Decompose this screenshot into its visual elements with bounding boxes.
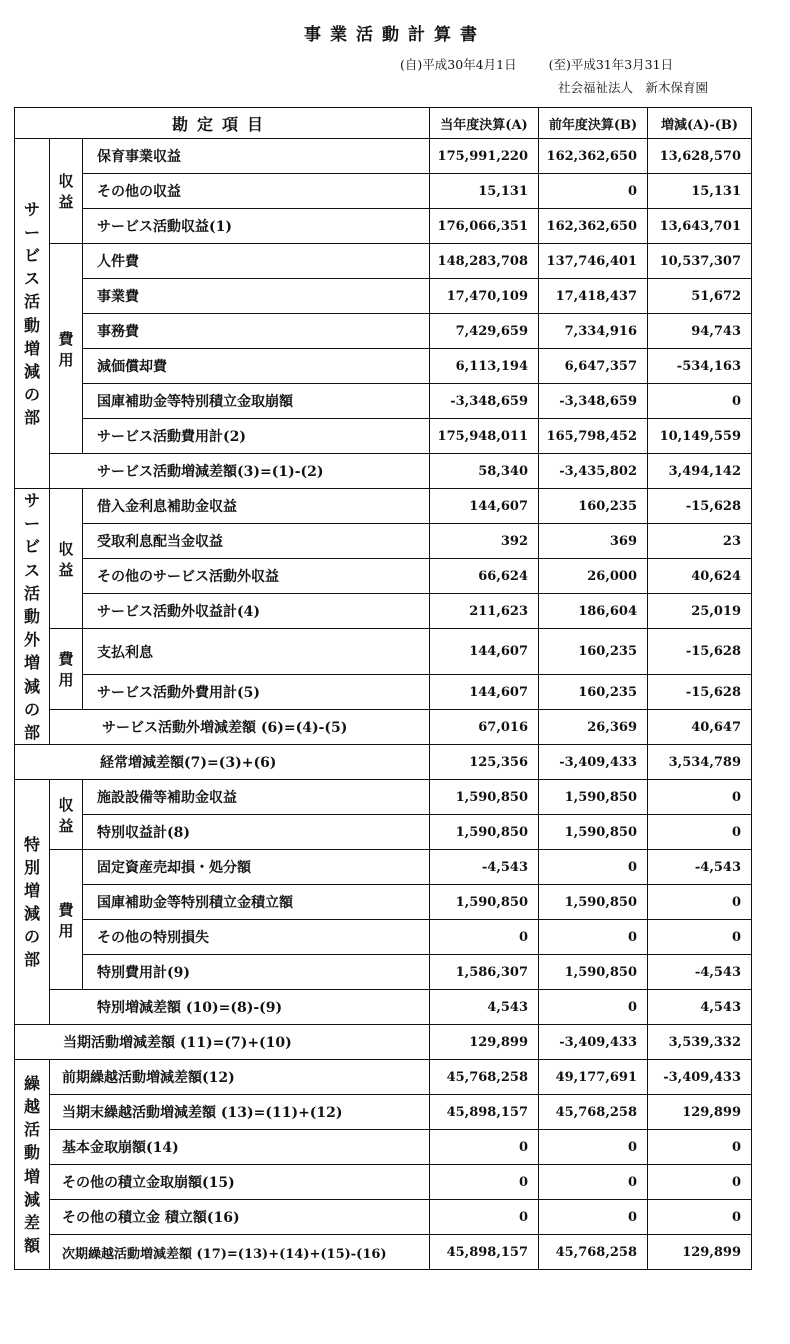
table-row: 当期末繰越活動増減差額 (13)=(11)+(12) 45,898,157 45,768,258 129,899 bbox=[15, 1095, 752, 1130]
table-row: 次期繰越活動増減差額 (17)=(13)+(14)+(15)-(16) 45,898,157 45,768,258 129,899 bbox=[15, 1235, 752, 1270]
table-row: 特別増減の部 収益 施設設備等補助金収益 1,590,850 1,590,850 0 bbox=[15, 780, 752, 815]
table-row: その他の積立金取崩額(15) 0 0 0 bbox=[15, 1165, 752, 1200]
table-row: 費用 固定資産売却損・処分額 -4,543 0 -4,543 bbox=[15, 850, 752, 885]
section-service: サービス活動増減の部 bbox=[15, 139, 50, 489]
table-row: サービス活動外増減の部 収益 借入金利息補助金収益 144,607 160,235 -15,628 bbox=[15, 489, 752, 524]
table-row: その他の収益 15,131 0 15,131 bbox=[15, 174, 752, 209]
header-previous: 前年度決算(B) bbox=[539, 108, 648, 139]
section-carry: 繰越活動増減差額 bbox=[15, 1060, 50, 1270]
table-row: サービス活動増減の部 収益 保育事業収益 175,991,220 162,362,650 13,628,570 bbox=[15, 139, 752, 174]
table-row: サービス活動外収益計(4) 211,623 186,604 25,019 bbox=[15, 594, 752, 629]
table-row: サービス活動増減差額(3)=(1)-(2) 58,340 -3,435,802 3,494,142 bbox=[15, 454, 752, 489]
header-row bbox=[15, 108, 752, 139]
section-non-service: サービス活動外増減の部 bbox=[15, 489, 50, 745]
table-row: 特別費用計(9) 1,586,307 1,590,850 -4,543 bbox=[15, 955, 752, 990]
period-from: (自)平成30年4月1日 bbox=[400, 57, 517, 72]
table-row: その他のサービス活動外収益 66,624 26,000 40,624 bbox=[15, 559, 752, 594]
table-row: サービス活動収益(1) 176,066,351 162,362,650 13,643,701 bbox=[15, 209, 752, 244]
table-row: サービス活動外費用計(5) 144,607 160,235 -15,628 bbox=[15, 675, 752, 710]
period-to: (至)平成31年3月31日 bbox=[548, 57, 674, 72]
table-row: 事務費 7,429,659 7,334,916 94,743 bbox=[15, 314, 752, 349]
document-title: 事業活動計算書 bbox=[304, 25, 486, 45]
table-row: 当期活動増減差額 (11)=(7)+(10) 129,899 -3,409,433 3,539,332 bbox=[15, 1025, 752, 1060]
header-account: 勘定項目 bbox=[15, 108, 430, 139]
table-row: 特別収益計(8) 1,590,850 1,590,850 0 bbox=[15, 815, 752, 850]
organization-name: 社会福祉法人 新木保育園 bbox=[558, 80, 709, 95]
table-row: 繰越活動増減差額 前期繰越活動増減差額(12) 45,768,258 49,177,691 -3,409,433 bbox=[15, 1060, 752, 1095]
table-row: 費用 人件費 148,283,708 137,746,401 10,537,307 bbox=[15, 244, 752, 279]
activity-statement-table bbox=[14, 107, 752, 1270]
table-row: 費用 支払利息 144,607 160,235 -15,628 bbox=[15, 629, 752, 675]
table-row: 特別増減差額 (10)=(8)-(9) 4,543 0 4,543 bbox=[15, 990, 752, 1025]
header-current: 当年度決算(A) bbox=[430, 108, 539, 139]
period bbox=[400, 55, 701, 73]
sub-income: 収益 bbox=[50, 139, 83, 244]
table-row: その他の特別損失 0 0 0 bbox=[15, 920, 752, 955]
table-row: サービス活動外増減差額 (6)=(4)-(5) 67,016 26,369 40,647 bbox=[15, 710, 752, 745]
table-row: 基本金取崩額(14) 0 0 0 bbox=[15, 1130, 752, 1165]
table-row: 減価償却費 6,113,194 6,647,357 -534,163 bbox=[15, 349, 752, 384]
table-row: 事業費 17,470,109 17,418,437 51,672 bbox=[15, 279, 752, 314]
table-row: その他の積立金 積立額(16) 0 0 0 bbox=[15, 1200, 752, 1235]
table-row: 国庫補助金等特別積立金積立額 1,590,850 1,590,850 0 bbox=[15, 885, 752, 920]
header-diff: 増減(A)-(B) bbox=[648, 108, 752, 139]
sub-expense: 費用 bbox=[50, 244, 83, 454]
table-row: サービス活動費用計(2) 175,948,011 165,798,452 10,149,559 bbox=[15, 419, 752, 454]
table-row: 国庫補助金等特別積立金取崩額 -3,348,659 -3,348,659 0 bbox=[15, 384, 752, 419]
table-row: 経常増減差額(7)=(3)+(6) 125,356 -3,409,433 3,534,789 bbox=[15, 745, 752, 780]
section-special: 特別増減の部 bbox=[15, 780, 50, 1025]
table-row: 受取利息配当金収益 392 369 23 bbox=[15, 524, 752, 559]
